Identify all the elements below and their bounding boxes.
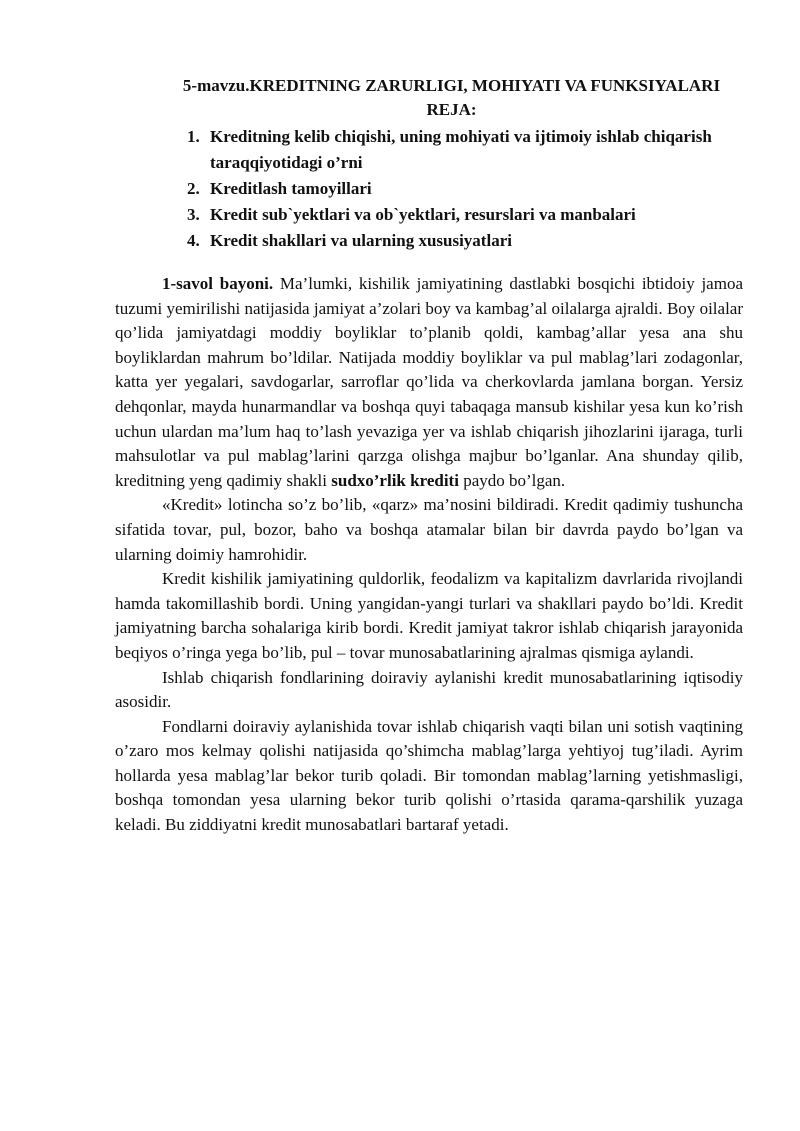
paragraph-2: «Kredit» lotincha so’z bo’lib, «qarz» ma’nosini bildiradi. Kredit qadimiy tushuncha sifatida tovar, pul, bozor, baho va boshqa atamalar bilan bir davrda paydo bo’lgan va ularning doimiy hamrohidir.	[115, 495, 743, 564]
paragraph-3: Kredit kishilik jamiyatining quldorlik, feodalizm va kapitalizm davrlarida rivojlandi hamda takomillashib bordi. Uning yangidan-yangi turlari va shakllari paydo bo’ldi. Kredit jamiyatning barcha sohalariga kirib bordi. Kredit jamiyat takror ishlab chiqarish jarayonida beqiyos o’ringa yega bo’lib, pul – tovar munosabatlarining ajralmas qismiga aylandi.	[115, 569, 743, 662]
plan-item	[115, 176, 743, 202]
plan-item-text: Kredit sub`yektlari va ob`yektlari, resurslari va manbalari	[210, 205, 636, 224]
paragraph-1-end: paydo bo’lgan.	[458, 470, 566, 490]
plan-item-text: Kreditlash tamoyillari	[210, 179, 372, 198]
plan-item-text: Kredit shakllari va ularning xususiyatlari	[210, 231, 512, 250]
plan-item	[115, 228, 743, 254]
document-title: 5-mavzu.KREDITNING ZARURLIGI, MOHIYATI VA FUNKSIYALARI	[182, 76, 721, 95]
plan-item-number: 2.	[187, 179, 200, 198]
paragraph-1	[115, 272, 743, 493]
plan-list	[115, 124, 743, 254]
plan-item	[115, 202, 743, 228]
plan-item-number: 1.	[187, 127, 200, 146]
plan-item	[115, 124, 743, 176]
paragraph-5: Fondlarni doiraviy aylanishida tovar ishlab chiqarish vaqti bilan uni sotish vaqtining o’zaro mos kelmay qolishi natijasida qo’shimcha mablag’larga yehtiyoj tug’iladi. Ayrim hollarda yesa mablag’lar bekor turib qoladi. Bir tomondan mablag’larning yetishmasligi, boshqa tomondan yesa ularning bekor turib qolishi o’rtasida qarama-qarshilik yuzaga keladi. Bu ziddiyatni kredit munosabatlari bartaraf yetadi.	[115, 716, 743, 835]
plan-item-text: Kreditning kelib chiqishi, uning mohiyati va ijtimoiy ishlab chiqarish taraqqiyotidagi o’rni	[210, 127, 712, 172]
paragraph-1-text: Ma’lumki, kishilik jamiyatining dastlabki bosqichi ibtidoiy jamoa tuzumi yemirilishi natijasida jamiyat a’zolari boy va kambag’al oilalarga ajraldi. Boy oilalar qo’lida jamiyatdagi moddiy boyliklar to’planib qoldi, kambag’allar yesa ana shu boyliklardan mahrum bo’ldilar. Natijada moddiy boyliklar va pul mablag’lari zodagonlar, katta yer yegalari, savdogarlar, sarroflar qo’lida va cherkovlarda jamlana borgan. Yersiz dehqonlar, mayda hunarmandlar va boshqa quyi tabaqaga mansub kishilar yesa kun ko’rish uchun ulardan ma’lum haq to’lash yevaziga yer va ishlab chiqarish jihozlarini ijaraga, turli mahsulotlar va pul mablag’larini qarzga olishga majbur bo’lganlar. Ana shunday qilib, kreditning yeng qadimiy shakli	[115, 274, 743, 490]
plan-item-number: 3.	[187, 205, 200, 224]
paragraph-4: Ishlab chiqarish fondlarining doiraviy aylanishi kredit munosabatlarining iqtisodiy asosidir.	[115, 667, 743, 712]
plan-item-number: 4.	[187, 231, 200, 250]
plan-heading: REJA:	[426, 100, 477, 119]
question-lead: 1-savol bayoni.	[162, 274, 274, 293]
document-page	[115, 74, 743, 838]
highlight-term: sudxo’rlik krediti	[331, 470, 459, 490]
